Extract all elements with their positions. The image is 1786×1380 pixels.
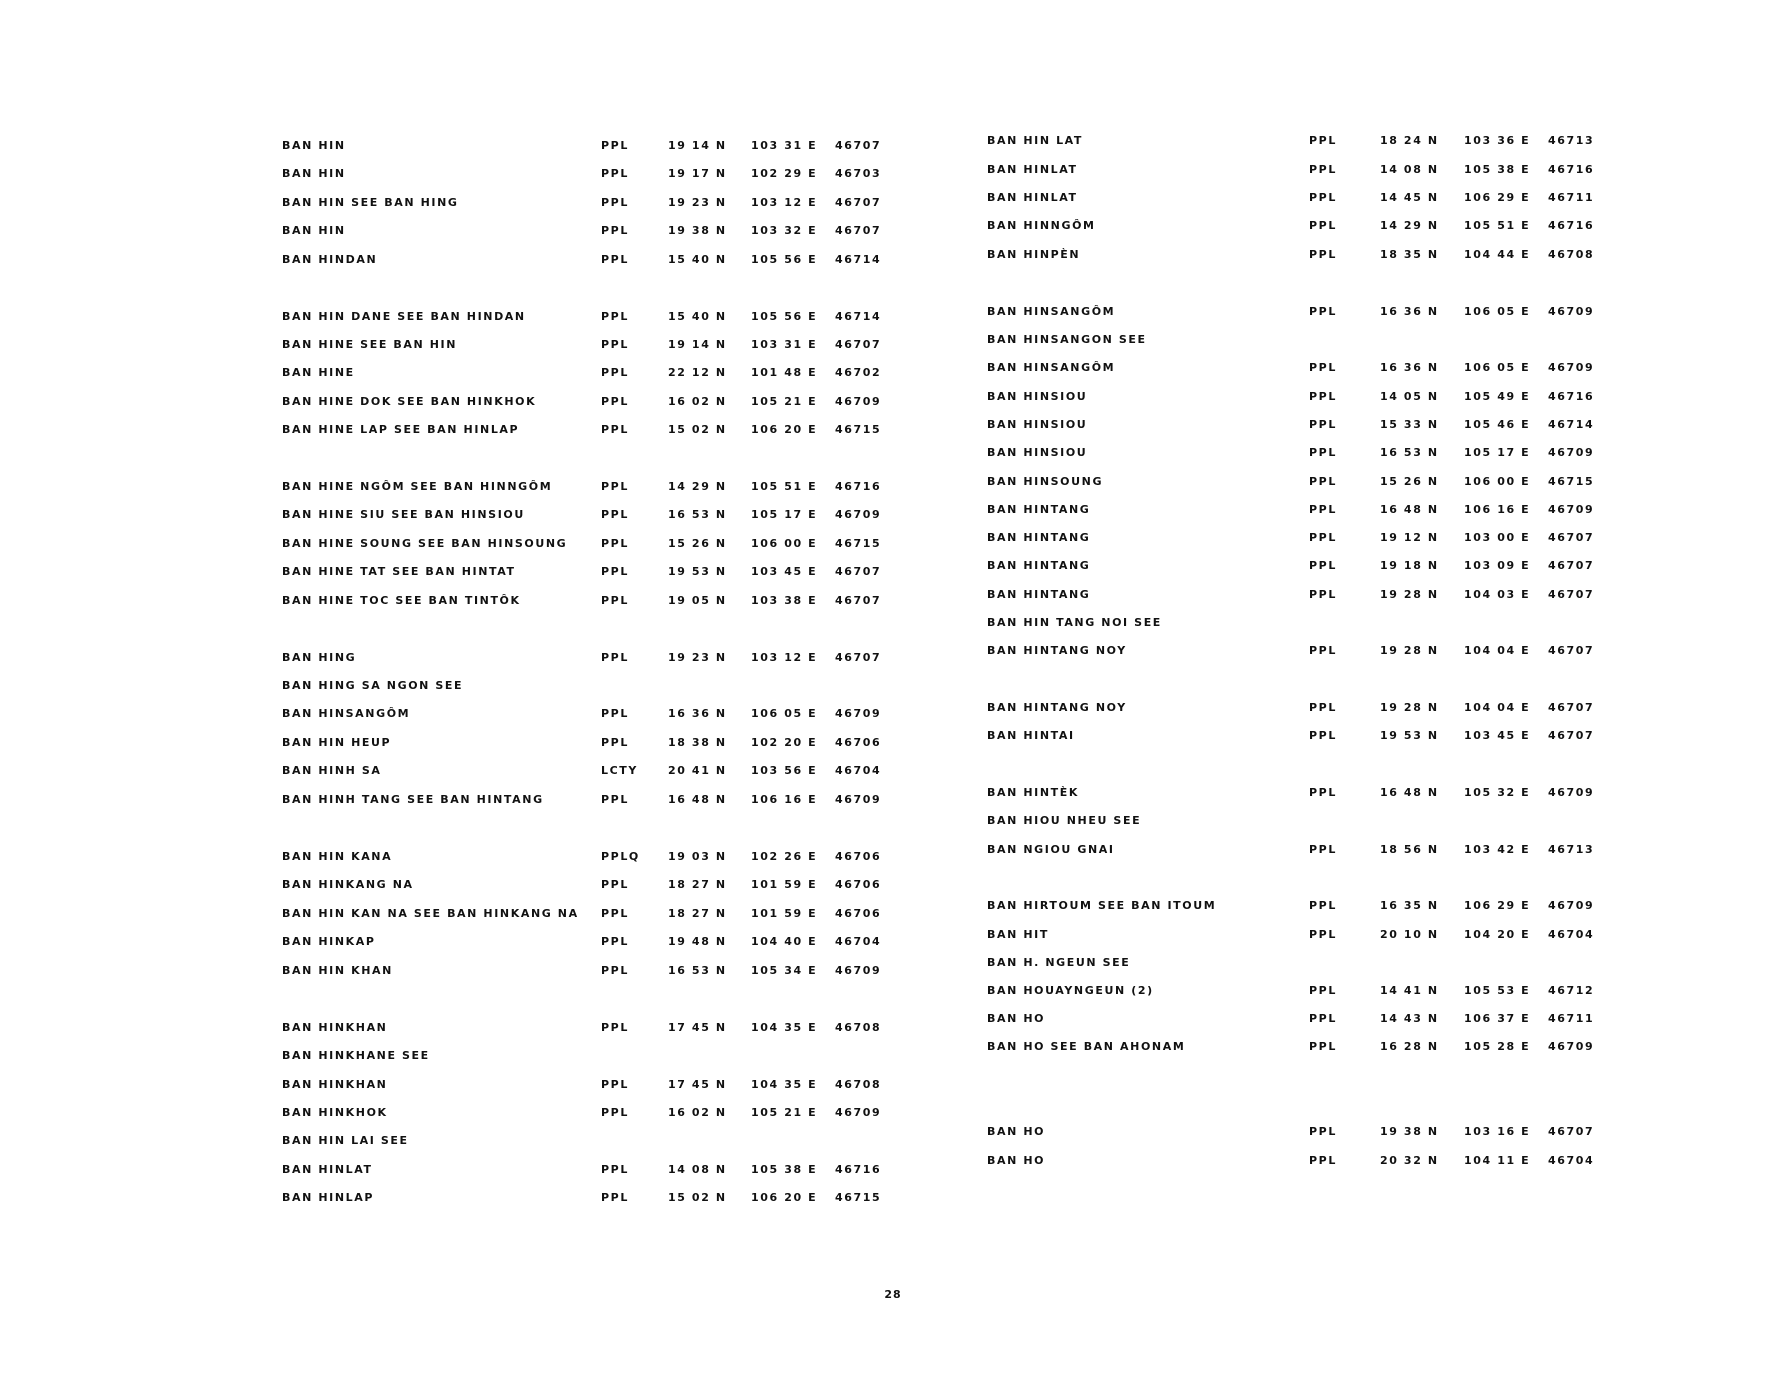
entry-name: BAN HIRTOUM SEE BAN ITOUM xyxy=(987,899,1217,912)
entry-name: BAN HIN HEUP xyxy=(282,736,392,749)
entry-lon: 105 17 E xyxy=(751,508,818,521)
entry-code: PPL xyxy=(1309,899,1337,912)
entry-lon: 101 48 E xyxy=(751,366,818,379)
entry-name: BAN HIN SEE BAN HING xyxy=(282,196,459,209)
entry-lon: 105 38 E xyxy=(1464,163,1531,176)
entry-lat: 18 27 N xyxy=(668,878,727,891)
entry-name: BAN HINDAN xyxy=(282,253,378,266)
entry-name: BAN HIN TANG NOI SEE xyxy=(987,616,1162,629)
entry-code: PPL xyxy=(1309,644,1337,657)
entry-lon: 106 05 E xyxy=(1464,305,1531,318)
entry-code: PPL xyxy=(1309,786,1337,799)
entry-name: BAN HINSANGÔM xyxy=(282,707,411,720)
entry-name: BAN HINNGÔM xyxy=(987,219,1096,232)
entry-code: PPL xyxy=(601,139,629,152)
entry-lat: 18 35 N xyxy=(1380,248,1439,261)
entry-code: PPL xyxy=(601,480,629,493)
entry-lon: 105 49 E xyxy=(1464,390,1531,403)
entry-name: BAN HINKHOK xyxy=(282,1106,388,1119)
entry-code: PPL xyxy=(601,508,629,521)
entry-lon: 103 12 E xyxy=(751,651,818,664)
entry-name: BAN HIN KAN NA SEE BAN HINKANG NA xyxy=(282,907,579,920)
entry-code: PPL xyxy=(1309,219,1337,232)
entry-lat: 20 10 N xyxy=(1380,928,1439,941)
entry-sheet: 46707 xyxy=(1548,531,1595,544)
entry-name: BAN HIN xyxy=(282,167,346,180)
entry-code: PPL xyxy=(601,707,629,720)
entry-sheet: 46707 xyxy=(1548,644,1595,657)
entry-sheet: 46707 xyxy=(835,565,882,578)
entry-lon: 106 20 E xyxy=(751,423,818,436)
entry-lon: 102 20 E xyxy=(751,736,818,749)
entry-code: PPL xyxy=(601,736,629,749)
entry-lat: 16 53 N xyxy=(1380,446,1439,459)
entry-sheet: 46709 xyxy=(1548,1040,1595,1053)
entry-sheet: 46715 xyxy=(835,423,882,436)
entry-lat: 16 53 N xyxy=(668,964,727,977)
entry-sheet: 46713 xyxy=(1548,843,1595,856)
entry-lon: 105 21 E xyxy=(751,1106,818,1119)
entry-code: PPL xyxy=(601,1021,629,1034)
entry-code: PPL xyxy=(1309,418,1337,431)
entry-lat: 16 36 N xyxy=(1380,305,1439,318)
entry-code: PPL xyxy=(601,594,629,607)
entry-lon: 105 21 E xyxy=(751,395,818,408)
entry-name: BAN HINLAP xyxy=(282,1191,375,1204)
entry-sheet: 46708 xyxy=(835,1078,882,1091)
entry-name: BAN HINSANGÔM xyxy=(987,361,1116,374)
entry-name: BAN HINSIOU xyxy=(987,446,1088,459)
entry-sheet: 46707 xyxy=(1548,588,1595,601)
entry-sheet: 46709 xyxy=(1548,786,1595,799)
entry-lon: 101 59 E xyxy=(751,878,818,891)
entry-name: BAN HINE TOC SEE BAN TINTÔK xyxy=(282,594,521,607)
entry-lat: 14 29 N xyxy=(668,480,727,493)
entry-lat: 19 18 N xyxy=(1380,559,1439,572)
entry-sheet: 46715 xyxy=(835,537,882,550)
entry-lat: 19 17 N xyxy=(668,167,727,180)
entry-name: BAN HIN xyxy=(282,139,346,152)
entry-lon: 104 44 E xyxy=(1464,248,1531,261)
entry-lat: 14 43 N xyxy=(1380,1012,1439,1025)
entry-name: BAN HINSANGON SEE xyxy=(987,333,1147,346)
entry-lat: 14 08 N xyxy=(668,1163,727,1176)
entry-lon: 106 16 E xyxy=(1464,503,1531,516)
entry-name: BAN HO SEE BAN AHONAM xyxy=(987,1040,1186,1053)
entry-lon: 103 38 E xyxy=(751,594,818,607)
entry-sheet: 46707 xyxy=(835,338,882,351)
entry-code: PPL xyxy=(1309,701,1337,714)
entry-sheet: 46715 xyxy=(835,1191,882,1204)
entry-sheet: 46716 xyxy=(1548,219,1595,232)
entry-code: PPL xyxy=(601,1078,629,1091)
entry-lat: 15 02 N xyxy=(668,423,727,436)
entry-lat: 19 28 N xyxy=(1380,701,1439,714)
entry-lon: 104 20 E xyxy=(1464,928,1531,941)
entry-name: BAN HINTANG NOY xyxy=(987,701,1127,714)
entry-lat: 15 33 N xyxy=(1380,418,1439,431)
entry-name: BAN HIN KHAN xyxy=(282,964,393,977)
entry-sheet: 46704 xyxy=(835,935,882,948)
entry-sheet: 46716 xyxy=(835,1163,882,1176)
entry-sheet: 46711 xyxy=(1548,191,1595,204)
entry-code: PPL xyxy=(601,537,629,550)
entry-lat: 14 29 N xyxy=(1380,219,1439,232)
entry-name: BAN NGIOU GNAI xyxy=(987,843,1115,856)
entry-sheet: 46709 xyxy=(1548,361,1595,374)
entry-lat: 20 32 N xyxy=(1380,1154,1439,1167)
entry-sheet: 46704 xyxy=(1548,928,1595,941)
entry-lat: 19 03 N xyxy=(668,850,727,863)
entry-sheet: 46716 xyxy=(1548,390,1595,403)
entry-name: BAN HIN DANE SEE BAN HINDAN xyxy=(282,310,526,323)
entry-sheet: 46706 xyxy=(835,907,882,920)
entry-name: BAN HINE TAT SEE BAN HINTAT xyxy=(282,565,516,578)
entry-code: PPL xyxy=(601,793,629,806)
entry-lon: 103 16 E xyxy=(1464,1125,1531,1138)
entry-name: BAN HIN LAI SEE xyxy=(282,1134,409,1147)
entry-lon: 103 45 E xyxy=(751,565,818,578)
entry-lat: 19 14 N xyxy=(668,139,727,152)
entry-code: PPL xyxy=(601,395,629,408)
entry-lon: 106 00 E xyxy=(751,537,818,550)
entry-lat: 17 45 N xyxy=(668,1021,727,1034)
entry-code: PPL xyxy=(601,253,629,266)
entry-sheet: 46706 xyxy=(835,736,882,749)
entry-lon: 106 05 E xyxy=(1464,361,1531,374)
entry-lon: 104 04 E xyxy=(1464,644,1531,657)
entry-sheet: 46707 xyxy=(1548,701,1595,714)
entry-code: PPL xyxy=(601,907,629,920)
entry-lon: 103 09 E xyxy=(1464,559,1531,572)
entry-lon: 106 37 E xyxy=(1464,1012,1531,1025)
entry-lon: 105 28 E xyxy=(1464,1040,1531,1053)
entry-sheet: 46704 xyxy=(1548,1154,1595,1167)
entry-lat: 15 40 N xyxy=(668,253,727,266)
entry-sheet: 46706 xyxy=(835,878,882,891)
entry-code: PPL xyxy=(1309,1040,1337,1053)
entry-lat: 16 36 N xyxy=(668,707,727,720)
entry-lat: 16 53 N xyxy=(668,508,727,521)
entry-code: PPL xyxy=(1309,134,1337,147)
entry-sheet: 46709 xyxy=(835,395,882,408)
entry-code: PPL xyxy=(1309,446,1337,459)
entry-lat: 15 02 N xyxy=(668,1191,727,1204)
entry-lat: 22 12 N xyxy=(668,366,727,379)
entry-lon: 102 29 E xyxy=(751,167,818,180)
entry-name: BAN HINTÈK xyxy=(987,786,1079,799)
entry-lon: 105 17 E xyxy=(1464,446,1531,459)
entry-sheet: 46707 xyxy=(835,651,882,664)
entry-name: BAN HOUAYNGEUN (2) xyxy=(987,984,1154,997)
entry-sheet: 46714 xyxy=(835,310,882,323)
entry-code: PPL xyxy=(1309,361,1337,374)
entry-name: BAN HIN LAT xyxy=(987,134,1084,147)
entry-lon: 105 51 E xyxy=(1464,219,1531,232)
entry-name: BAN HINSIOU xyxy=(987,418,1088,431)
entry-lon: 104 35 E xyxy=(751,1078,818,1091)
entry-name: BAN HINE DOK SEE BAN HINKHOK xyxy=(282,395,537,408)
entry-name: BAN HO xyxy=(987,1125,1046,1138)
entry-lon: 103 32 E xyxy=(751,224,818,237)
entry-name: BAN HIN xyxy=(282,224,346,237)
entry-lat: 16 02 N xyxy=(668,1106,727,1119)
entry-code: PPL xyxy=(1309,1125,1337,1138)
entry-name: BAN HINLAT xyxy=(987,191,1078,204)
entry-lon: 106 20 E xyxy=(751,1191,818,1204)
entry-lat: 19 28 N xyxy=(1380,644,1439,657)
entry-sheet: 46709 xyxy=(1548,446,1595,459)
entry-lat: 16 35 N xyxy=(1380,899,1439,912)
page-number: 28 xyxy=(884,1288,902,1301)
entry-code: PPL xyxy=(601,1163,629,1176)
entry-lat: 18 38 N xyxy=(668,736,727,749)
entry-code: PPL xyxy=(1309,163,1337,176)
entry-sheet: 46702 xyxy=(835,366,882,379)
entry-name: BAN HINTAI xyxy=(987,729,1075,742)
entry-sheet: 46709 xyxy=(835,964,882,977)
entry-name: BAN HINH TANG SEE BAN HINTANG xyxy=(282,793,544,806)
entry-lon: 106 00 E xyxy=(1464,475,1531,488)
entry-lon: 105 51 E xyxy=(751,480,818,493)
entry-sheet: 46714 xyxy=(835,253,882,266)
entry-lon: 105 32 E xyxy=(1464,786,1531,799)
entry-lat: 14 45 N xyxy=(1380,191,1439,204)
entry-name: BAN HINSOUNG xyxy=(987,475,1104,488)
entry-lon: 104 11 E xyxy=(1464,1154,1531,1167)
entry-name: BAN HINTANG xyxy=(987,503,1091,516)
entry-lat: 14 41 N xyxy=(1380,984,1439,997)
entry-sheet: 46711 xyxy=(1548,1012,1595,1025)
entry-sheet: 46708 xyxy=(835,1021,882,1034)
entry-code: PPL xyxy=(1309,729,1337,742)
entry-sheet: 46708 xyxy=(1548,248,1595,261)
entry-lon: 105 56 E xyxy=(751,310,818,323)
entry-lat: 14 05 N xyxy=(1380,390,1439,403)
entry-code: PPL xyxy=(1309,1154,1337,1167)
entry-code: PPL xyxy=(601,935,629,948)
entry-code: PPL xyxy=(601,224,629,237)
entry-lon: 104 03 E xyxy=(1464,588,1531,601)
entry-lon: 102 26 E xyxy=(751,850,818,863)
entry-lat: 18 56 N xyxy=(1380,843,1439,856)
entry-code: PPL xyxy=(601,964,629,977)
entry-lat: 15 26 N xyxy=(668,537,727,550)
entry-name: BAN HO xyxy=(987,1012,1046,1025)
entry-code: PPL xyxy=(1309,390,1337,403)
entry-name: BAN HINKAP xyxy=(282,935,376,948)
entry-code: PPL xyxy=(1309,928,1337,941)
entry-code: PPL xyxy=(1309,531,1337,544)
entry-lon: 103 36 E xyxy=(1464,134,1531,147)
entry-name: BAN HINLAT xyxy=(987,163,1078,176)
entry-lon: 105 34 E xyxy=(751,964,818,977)
entry-lon: 101 59 E xyxy=(751,907,818,920)
entry-lat: 19 28 N xyxy=(1380,588,1439,601)
entry-lat: 16 36 N xyxy=(1380,361,1439,374)
entry-lat: 14 08 N xyxy=(1380,163,1439,176)
entry-code: PPL xyxy=(601,310,629,323)
entry-name: BAN HINE SIU SEE BAN HINSIOU xyxy=(282,508,525,521)
entry-code: PPL xyxy=(601,878,629,891)
entry-lat: 18 24 N xyxy=(1380,134,1439,147)
entry-sheet: 46709 xyxy=(1548,899,1595,912)
entry-lat: 16 28 N xyxy=(1380,1040,1439,1053)
entry-lon: 103 42 E xyxy=(1464,843,1531,856)
entry-code: PPL xyxy=(601,565,629,578)
entry-lat: 19 53 N xyxy=(1380,729,1439,742)
entry-sheet: 46706 xyxy=(835,850,882,863)
entry-lon: 105 46 E xyxy=(1464,418,1531,431)
entry-lon: 103 56 E xyxy=(751,764,818,777)
entry-lon: 103 45 E xyxy=(1464,729,1531,742)
entry-lon: 105 56 E xyxy=(751,253,818,266)
entry-lon: 104 35 E xyxy=(751,1021,818,1034)
entry-lon: 103 12 E xyxy=(751,196,818,209)
entry-sheet: 46704 xyxy=(835,764,882,777)
entry-sheet: 46703 xyxy=(835,167,882,180)
entry-code: PPL xyxy=(601,423,629,436)
entry-lon: 106 29 E xyxy=(1464,899,1531,912)
entry-lat: 19 23 N xyxy=(668,651,727,664)
entry-sheet: 46707 xyxy=(1548,1125,1595,1138)
entry-code: PPL xyxy=(1309,503,1337,516)
entry-name: BAN HINKHAN xyxy=(282,1078,388,1091)
entry-lat: 19 38 N xyxy=(1380,1125,1439,1138)
entry-name: BAN HINTANG NOY xyxy=(987,644,1127,657)
entry-name: BAN HINE xyxy=(282,366,355,379)
entry-sheet: 46714 xyxy=(1548,418,1595,431)
entry-code: LCTY xyxy=(601,764,638,777)
entry-code: PPL xyxy=(1309,1012,1337,1025)
entry-code: PPL xyxy=(1309,248,1337,261)
entry-lat: 16 48 N xyxy=(1380,503,1439,516)
entry-name: BAN HO xyxy=(987,1154,1046,1167)
entry-sheet: 46715 xyxy=(1548,475,1595,488)
entry-lat: 16 48 N xyxy=(1380,786,1439,799)
entry-name: BAN HINSIOU xyxy=(987,390,1088,403)
entry-lon: 105 53 E xyxy=(1464,984,1531,997)
entry-lat: 19 38 N xyxy=(668,224,727,237)
entry-sheet: 46707 xyxy=(835,224,882,237)
entry-name: BAN HINLAT xyxy=(282,1163,373,1176)
entry-name: BAN HINE NGÔM SEE BAN HINNGÔM xyxy=(282,480,553,493)
entry-lon: 103 31 E xyxy=(751,338,818,351)
entry-name: BAN HINKHANE SEE xyxy=(282,1049,430,1062)
entry-lat: 16 48 N xyxy=(668,793,727,806)
entry-sheet: 46707 xyxy=(835,139,882,152)
entry-sheet: 46707 xyxy=(1548,729,1595,742)
entry-sheet: 46713 xyxy=(1548,134,1595,147)
entry-lat: 19 23 N xyxy=(668,196,727,209)
entry-lat: 16 02 N xyxy=(668,395,727,408)
entry-name: BAN HIT xyxy=(987,928,1049,941)
entry-code: PPL xyxy=(1309,559,1337,572)
entry-name: BAN HIN KANA xyxy=(282,850,393,863)
entry-lat: 20 41 N xyxy=(668,764,727,777)
entry-name: BAN HINPÈN xyxy=(987,248,1081,261)
entry-lat: 18 27 N xyxy=(668,907,727,920)
entry-lon: 106 29 E xyxy=(1464,191,1531,204)
entry-code: PPL xyxy=(1309,305,1337,318)
entry-name: BAN HINTANG xyxy=(987,559,1091,572)
entry-sheet: 46712 xyxy=(1548,984,1595,997)
entry-code: PPL xyxy=(1309,191,1337,204)
entry-code: PPLQ xyxy=(601,850,640,863)
entry-name: BAN HINTANG xyxy=(987,588,1091,601)
entry-sheet: 46709 xyxy=(835,1106,882,1119)
entry-code: PPL xyxy=(601,651,629,664)
entry-code: PPL xyxy=(601,167,629,180)
entry-sheet: 46716 xyxy=(1548,163,1595,176)
entry-sheet: 46709 xyxy=(835,793,882,806)
entry-name: BAN HINTANG xyxy=(987,531,1091,544)
entry-sheet: 46707 xyxy=(1548,559,1595,572)
entry-lat: 19 53 N xyxy=(668,565,727,578)
entry-code: PPL xyxy=(601,1106,629,1119)
entry-sheet: 46716 xyxy=(835,480,882,493)
entry-name: BAN HING xyxy=(282,651,357,664)
entry-name: BAN HINE LAP SEE BAN HINLAP xyxy=(282,423,520,436)
entry-name: BAN HINE SOUNG SEE BAN HINSOUNG xyxy=(282,537,568,550)
entry-code: PPL xyxy=(601,1191,629,1204)
entry-name: BAN HINE SEE BAN HIN xyxy=(282,338,457,351)
entry-code: PPL xyxy=(1309,588,1337,601)
entry-name: BAN HINKANG NA xyxy=(282,878,414,891)
entry-name: BAN H. NGEUN SEE xyxy=(987,956,1131,969)
entry-lon: 104 40 E xyxy=(751,935,818,948)
entry-name: BAN HINKHAN xyxy=(282,1021,388,1034)
entry-lat: 19 12 N xyxy=(1380,531,1439,544)
entry-lat: 19 05 N xyxy=(668,594,727,607)
entry-sheet: 46709 xyxy=(1548,305,1595,318)
entry-code: PPL xyxy=(1309,475,1337,488)
entry-name: BAN HINH SA xyxy=(282,764,382,777)
entry-sheet: 46709 xyxy=(835,707,882,720)
entry-name: BAN HIOU NHEU SEE xyxy=(987,814,1142,827)
entry-lon: 106 05 E xyxy=(751,707,818,720)
entry-sheet: 46707 xyxy=(835,196,882,209)
entry-lat: 15 40 N xyxy=(668,310,727,323)
entry-lon: 103 00 E xyxy=(1464,531,1531,544)
entry-lat: 15 26 N xyxy=(1380,475,1439,488)
entry-lat: 19 48 N xyxy=(668,935,727,948)
entry-sheet: 46707 xyxy=(835,594,882,607)
entry-lon: 104 04 E xyxy=(1464,701,1531,714)
entry-lat: 17 45 N xyxy=(668,1078,727,1091)
entry-code: PPL xyxy=(601,338,629,351)
entry-sheet: 46709 xyxy=(835,508,882,521)
entry-lat: 19 14 N xyxy=(668,338,727,351)
entry-sheet: 46709 xyxy=(1548,503,1595,516)
entry-name: BAN HING SA NGON SEE xyxy=(282,679,464,692)
entry-code: PPL xyxy=(601,196,629,209)
entry-code: PPL xyxy=(601,366,629,379)
entry-lon: 105 38 E xyxy=(751,1163,818,1176)
entry-lon: 103 31 E xyxy=(751,139,818,152)
entry-code: PPL xyxy=(1309,843,1337,856)
entry-name: BAN HINSANGÔM xyxy=(987,305,1116,318)
entry-lon: 106 16 E xyxy=(751,793,818,806)
entry-code: PPL xyxy=(1309,984,1337,997)
